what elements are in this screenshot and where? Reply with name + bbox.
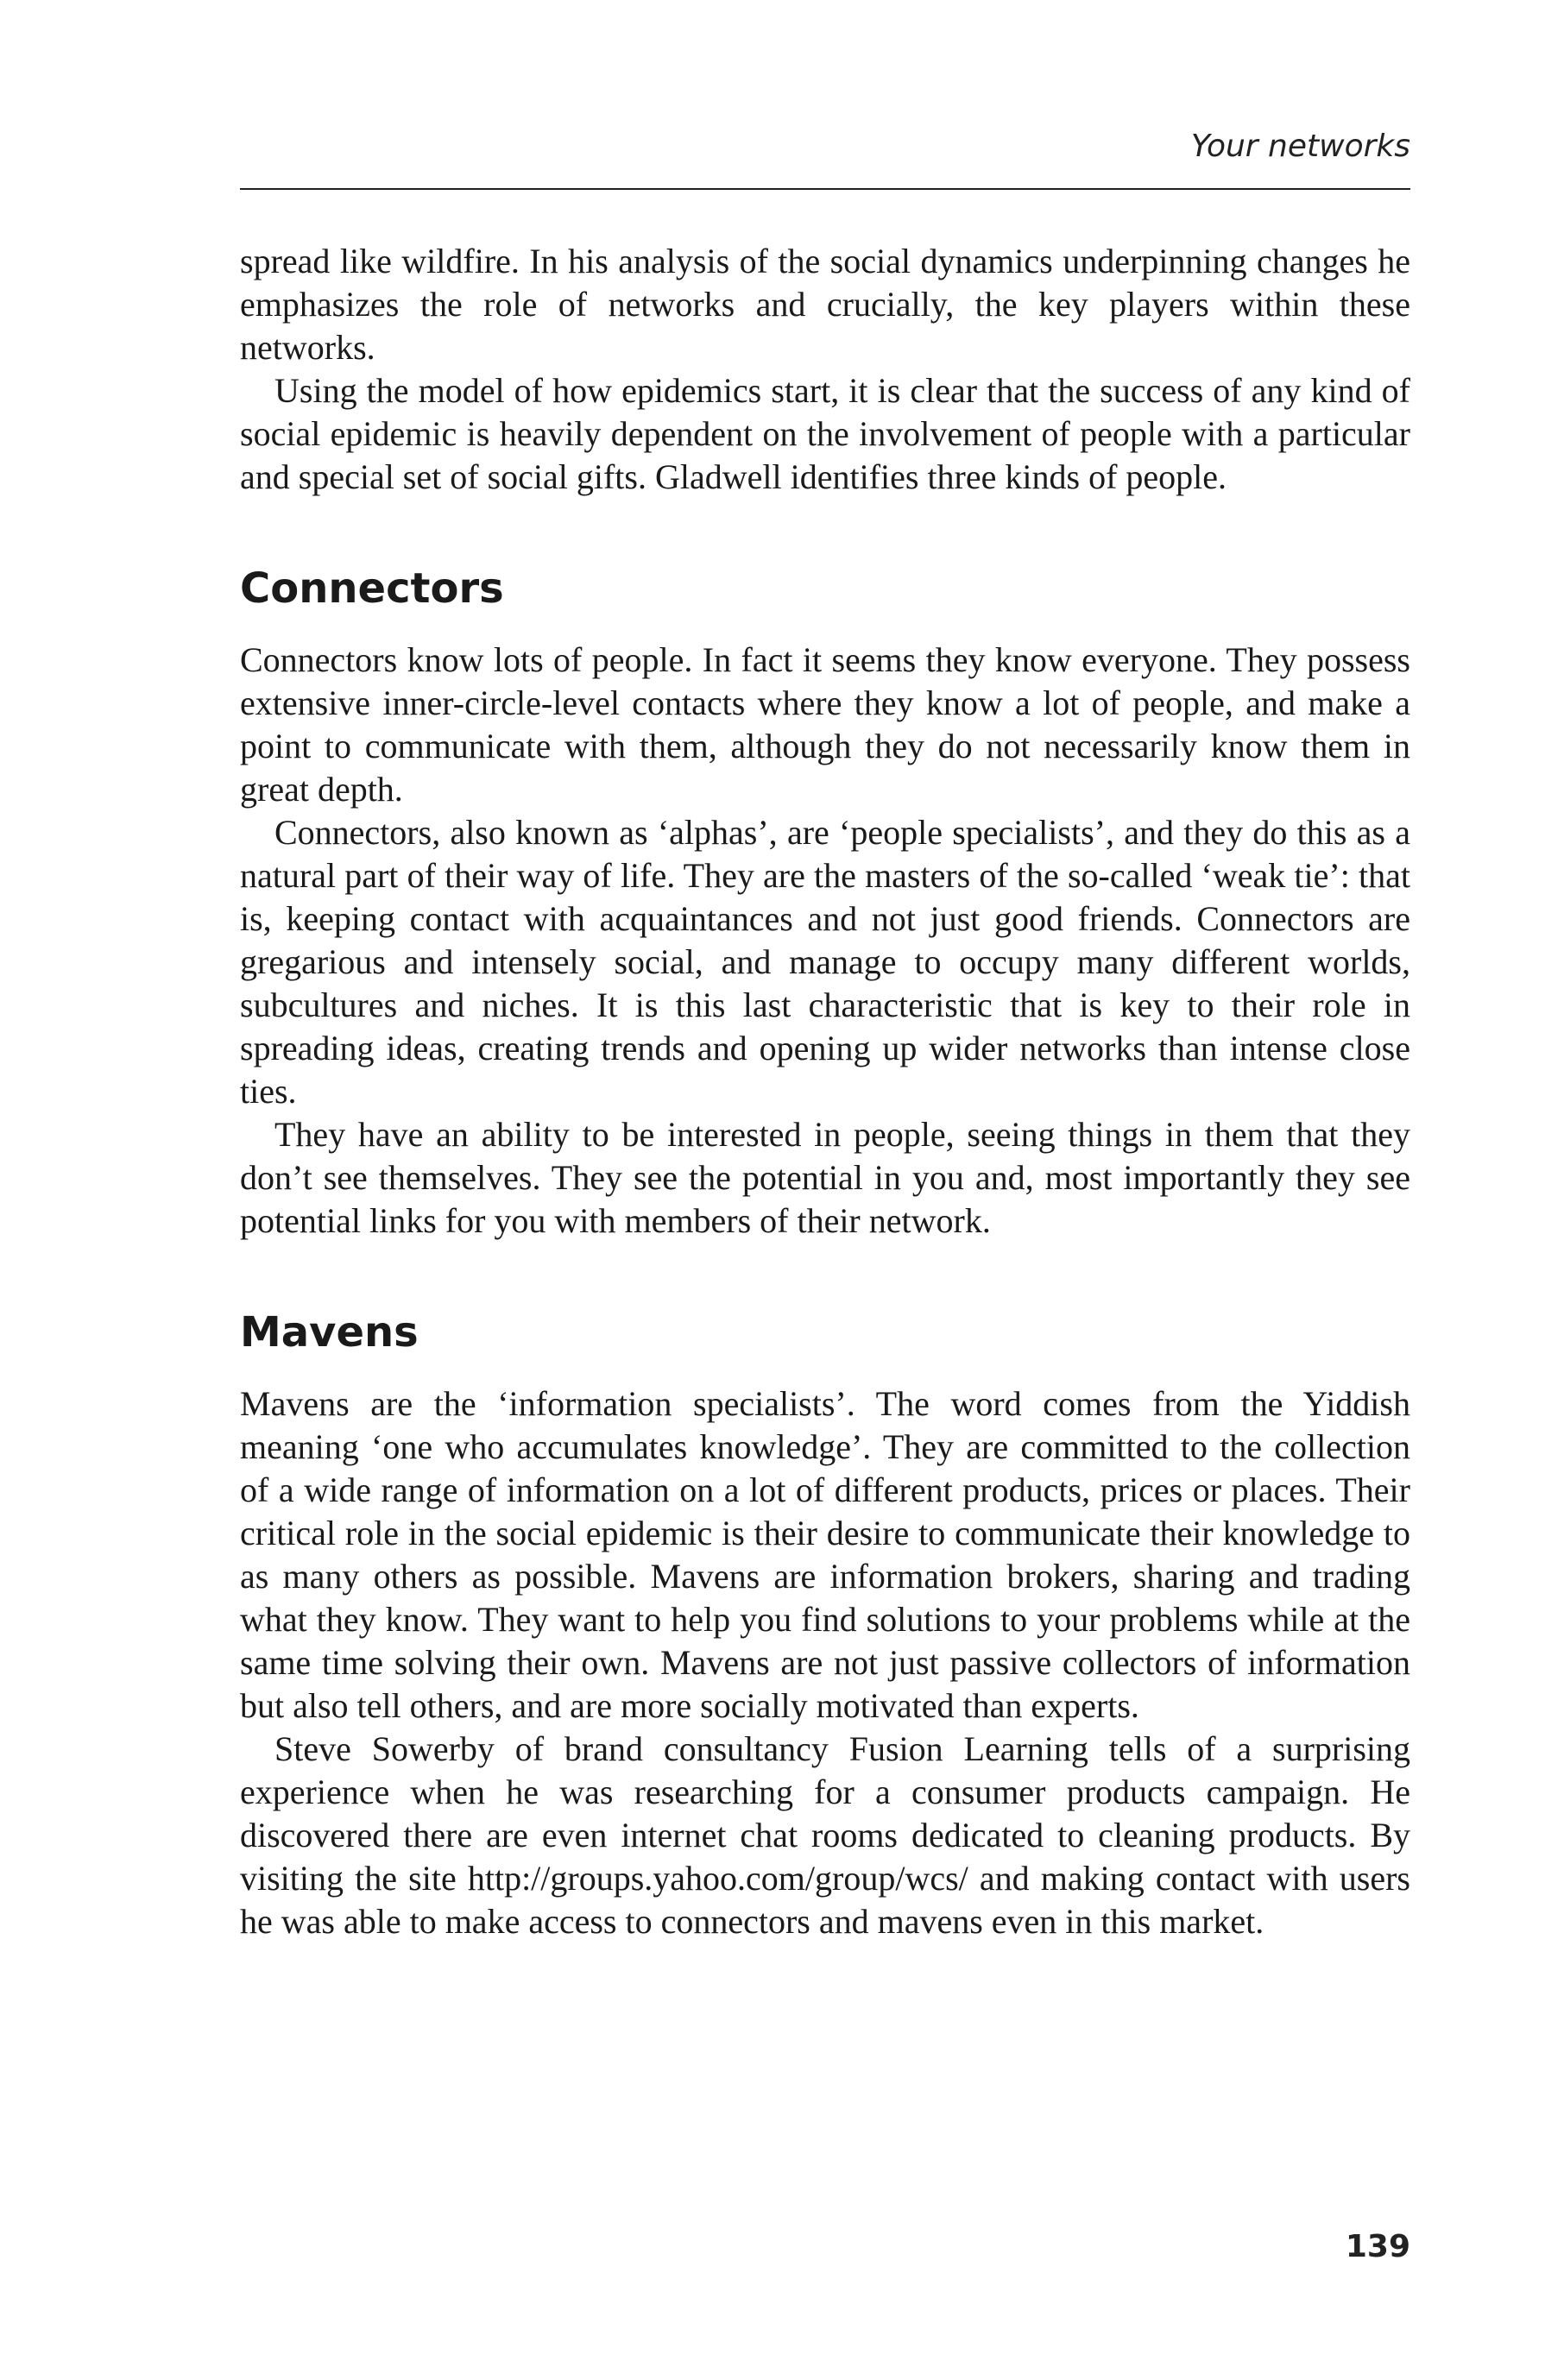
intro-paragraph-1: spread like wildfire. In his analysis of the social dynamics underpinning changes he emphasizes the role of networks and crucially, the key players within these networks. (240, 242, 1410, 367)
connectors-paragraph-1: Connectors know lots of people. In fact it seems they know everyone. They possess extensive inner-circle-level contacts where they know a lot of people, and make a point to communicate with them, although they do not necessarily know them in great depth. (240, 640, 1410, 809)
intro-paragraph-2: Using the model of how epidemics start, it is clear that the success of any kind of social epidemic is heavily dependent on the involvement of people with a particular and special set of social gifts. Gladwell identifies three kinds of people. (240, 371, 1410, 496)
connectors-paragraph-3: They have an ability to be interested in people, seeing things in them that they don’t see themselves. They see the potential in you and, most importantly they see potential links for you with members of their network. (240, 1115, 1410, 1240)
section-heading-mavens: Mavens (240, 1308, 419, 1357)
section-heading-connectors: Connectors (240, 564, 504, 613)
connectors-paragraph-2: Connectors, also known as ‘alphas’, are ‘people specialists’, and they do this as a natural part of their way of life. They are the masters of the so-called ‘weak tie’: that is, keeping contact with acquaintances and not just good friends. Connectors are gregarious and intensely social, and manage to occupy many different worlds, subcultures and niches. It is this last characteristic that is key to their role in spreading ideas, creating trends and opening up wider networks than intense close ties. (240, 813, 1410, 1111)
mavens-paragraph-1: Mavens are the ‘information specialists’. The word comes from the Yiddish meaning ‘one who accumulates knowledge’. They are committed to the collection of a wide range of information on a lot of different products, prices or places. Their critical role in the social epidemic is their desire to communicate their knowledge to as many others as possible. Mavens are information brokers, sharing and trading what they know. They want to help you find solutions to your problems while at the same time solving their own. Mavens are not just passive collectors of information but also tell others, and are more socially motivated than experts. (240, 1384, 1410, 1725)
page-number: 139 (1345, 2229, 1410, 2264)
body-text (240, 240, 1410, 1943)
header-rule (240, 188, 1410, 190)
mavens-paragraph-2: Steve Sowerby of brand consultancy Fusion Learning tells of a surprising experience when he was researching for a consumer products campaign. He discovered there are even internet chat rooms dedicated to cleaning products. By visiting the site http://groups.yahoo.com/group/wcs/ and making contact with users he was able to make access to connectors and mavens even in this market. (240, 1729, 1410, 1941)
book-page (240, 0, 1410, 2380)
running-head: Your networks (1190, 129, 1410, 164)
